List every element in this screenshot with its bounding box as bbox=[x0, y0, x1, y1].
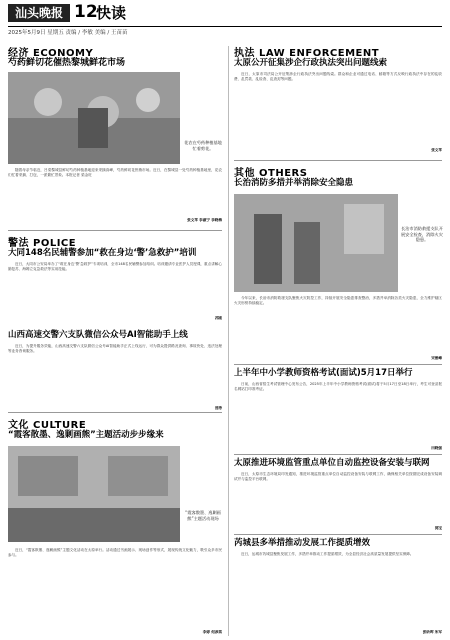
news3-rule bbox=[234, 534, 442, 535]
section-culture: 文化 CULTURE bbox=[8, 420, 87, 431]
others-headline: 长治消防多措并举消除安全隐患 bbox=[234, 178, 354, 188]
fire-inspection-photo bbox=[234, 194, 398, 292]
others-photo-caption: 长治市消防救援支队开展安全检查，消除火灾隐患。 bbox=[401, 226, 443, 243]
flower-field-photo bbox=[8, 72, 180, 164]
law-author: 张文苹 bbox=[431, 148, 442, 152]
page-header bbox=[8, 4, 442, 34]
newspaper-logo: 汕头晚报 bbox=[8, 4, 70, 22]
news2-body: 近日，太原市生态环境局印发通知，推进环境监管重点单位自动监控设备安装与联网工作，确保相关单位按期完成设备安装调试并与监控平台联网。 bbox=[234, 472, 442, 482]
police-rule bbox=[8, 230, 222, 231]
law-body: 近日，太原市司法局公开征集涉企行政执法突出问题线索。群众和企业可通过电话、邮箱等方式反映行政执法中存在的乱收费、乱罚款、乱检查、乱查封等问题。 bbox=[234, 72, 442, 82]
culture-body: 近日，“霞客散墨、逸剿画熊”主题文化活动在太原举行。活动通过书画展示、现场创作等形式，展现传统文化魅力，吸引众多市民参与。 bbox=[8, 548, 222, 558]
news1-headline: 上半年中小学教师资格考试(面试)5月17日举行 bbox=[234, 368, 413, 378]
section-economy: 经济 ECONOMY bbox=[8, 48, 94, 59]
news2-headline: 太原推进环境监管重点单位自动监控设备安装与联网 bbox=[234, 458, 430, 468]
police-author-2: 晋涛 bbox=[214, 406, 222, 410]
issue-date: 2025年5月9日 星期五 责编 / 李敏 美编 / 王苗苗 bbox=[8, 30, 128, 36]
news2-rule bbox=[234, 454, 442, 455]
news1-author: 田晓强 bbox=[431, 446, 442, 450]
law-headline: 太原公开征集涉企行政执法突出问题线索 bbox=[234, 58, 388, 68]
police-author: 苏刚 bbox=[214, 316, 222, 320]
fire-inspection-image bbox=[234, 194, 398, 292]
culture-photo-caption: “霞客散墨、逸剿画熊”主题活动现场 bbox=[185, 510, 221, 521]
economy-body: 随着母亲节临近，吕梁黎城县鲜切芍药种植基地迎来采摘高峰，芍药鲜切花热销市场。近日，在黎城县一处芍药种植基地里，花农们忙着采摘、打包，一派繁忙景象。本报记者 梁金旺 bbox=[8, 168, 222, 178]
police-headline-2: 山西高速交警六支队微信公众号AI智能助手上线 bbox=[8, 330, 188, 340]
section-title: 快读 bbox=[96, 4, 127, 22]
economy-headline: 芍药鲜切花催热黎城鲜花市场 bbox=[8, 58, 126, 68]
section-law: 执法 LAW ENFORCEMENT bbox=[234, 48, 380, 59]
news3-headline: 芮城县多举措推动发展工作提质增效 bbox=[234, 538, 371, 548]
news1-rule bbox=[234, 364, 442, 365]
police-body-2: 近日，为提升服务效能，山西高速交警六支队微信公众号AI智能助手正式上线运行，可为群众提供路况查询、事故快处、违法处理等业务咨询服务。 bbox=[8, 344, 222, 354]
page-number: 12 bbox=[74, 2, 98, 22]
culture-headline: “霞客散墨、逸剿画熊”主题活动步步缘来 bbox=[8, 430, 164, 440]
police-headline: 大同148名民辅警参加“救在身边‘警’急救护”培训 bbox=[8, 248, 197, 258]
others-author: 宋俊峰 bbox=[431, 356, 442, 360]
culture-event-photo bbox=[8, 446, 180, 542]
header-rule bbox=[8, 26, 442, 27]
others-body: 今年以来，长治市消防救援支队聚焦火灾防控工作，持续开展安全隐患排查整治，多措并举消除各类火灾隐患，全力维护辖区火灾形势持续稳定。 bbox=[234, 296, 442, 306]
economy-photo-caption: 花农在芍药种植基地忙着剪花。 bbox=[184, 140, 222, 151]
section-police: 警法 POLICE bbox=[8, 238, 77, 249]
others-rule bbox=[234, 160, 442, 161]
culture-rule bbox=[8, 412, 222, 413]
police-body: 近日，大同市公安局举办了“救在身边‘警’急救护”专项培训，全市148名民辅警参加培训。培训邀请专业医护人员授课，重点讲解心肺复苏、海姆立克急救法等实用技能。 bbox=[8, 262, 222, 272]
column-divider bbox=[228, 46, 229, 636]
news1-body: 日前，山西省招生考试管理中心发布公告，2025年上半年中小学教师资格考试(面试)将于5月17日至18日举行，考生可登录报名网站打印准考证。 bbox=[234, 382, 442, 392]
flower-field-image bbox=[8, 72, 180, 164]
news3-body: 近日，运城市芮城县聚焦发展工作，多措并举推动工作提质增效，为全县经济社会高质量发展提供坚实保障。 bbox=[241, 552, 414, 556]
economy-author: 张文苹 李淑宁 李晓梅 bbox=[187, 218, 222, 222]
news3-author: 张昕晖 朱军 bbox=[422, 630, 442, 634]
section-others: 其他 OTHERS bbox=[234, 168, 308, 179]
culture-author: 李婷 何彦茜 bbox=[202, 630, 222, 634]
culture-event-image bbox=[8, 446, 180, 542]
news2-author: 郭宝 bbox=[434, 526, 442, 530]
